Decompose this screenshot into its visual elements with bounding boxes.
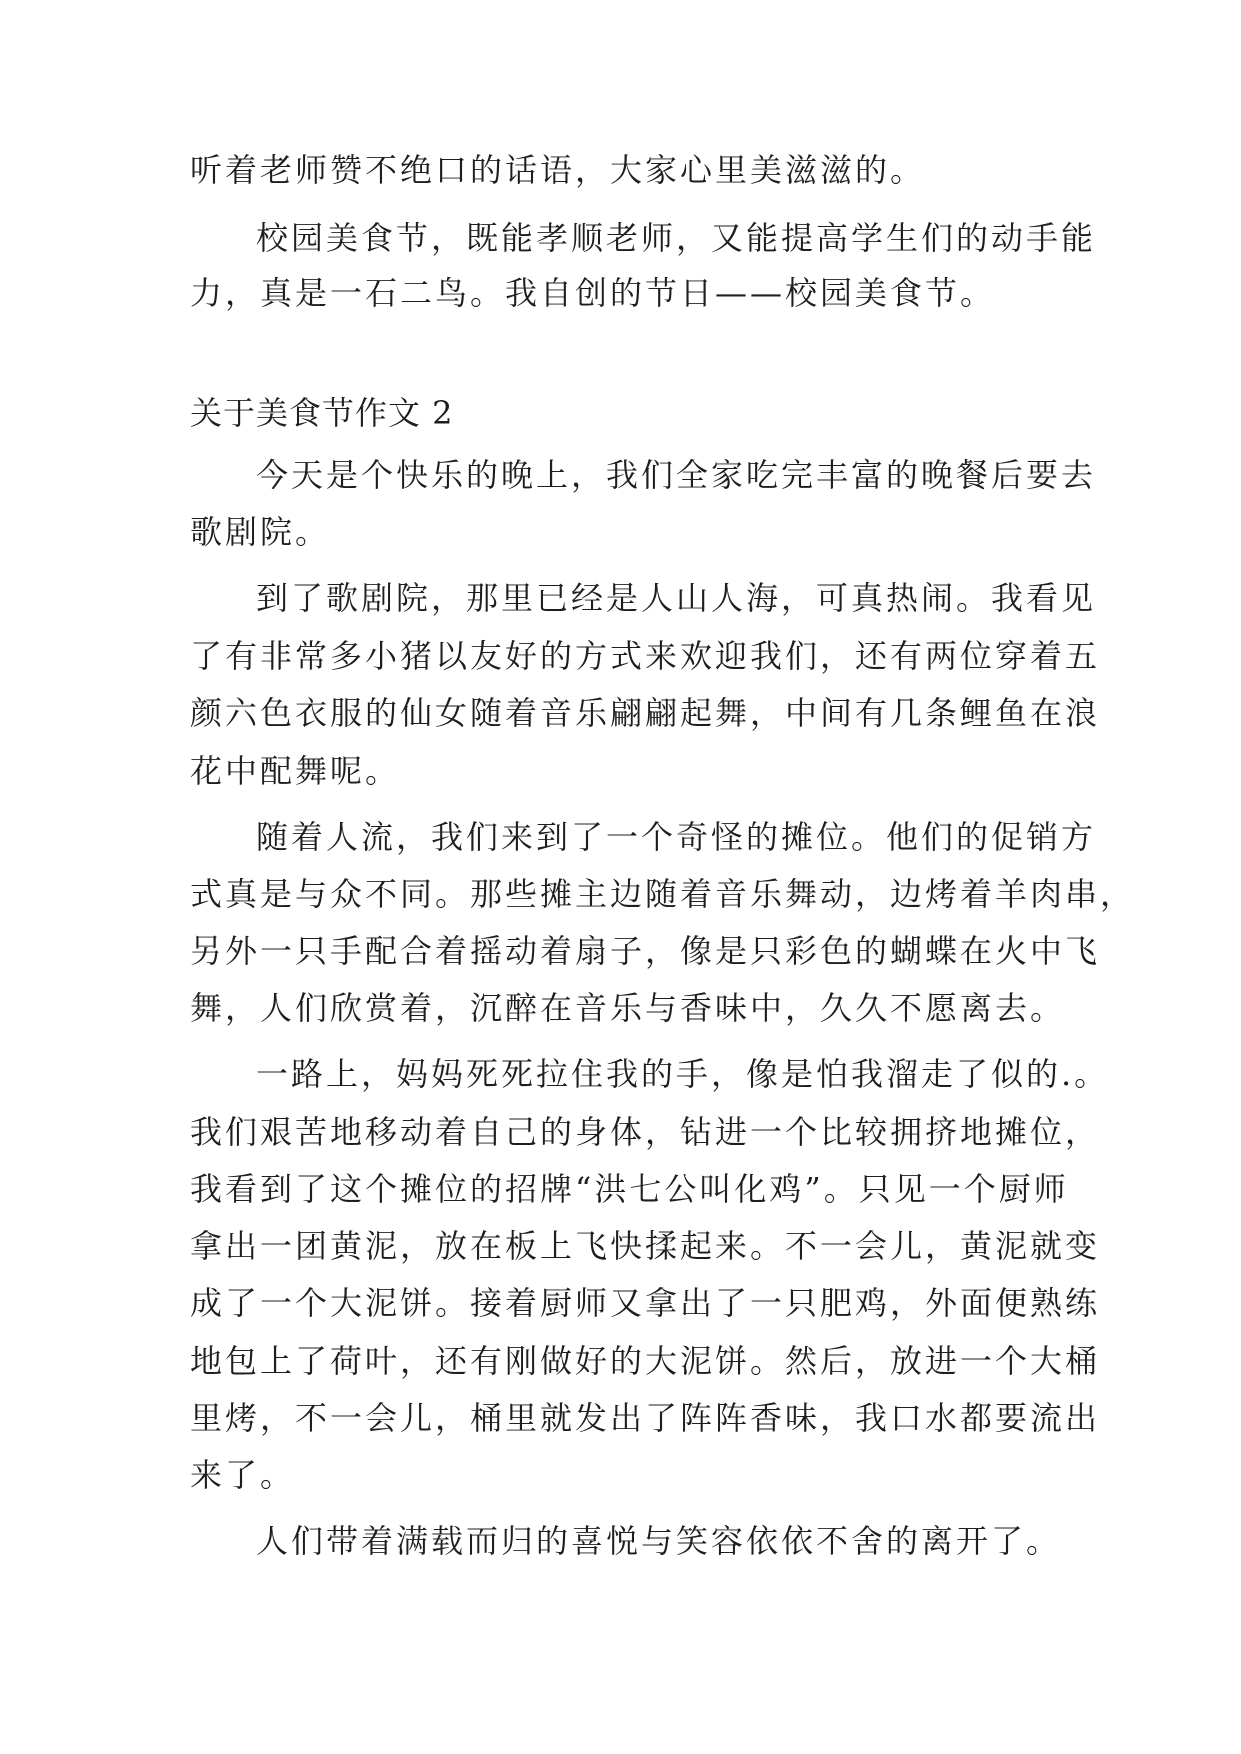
text-line: 花中配舞呢。 [190,752,401,790]
text-line: 拿出一团黄泥，放在板上飞快揉起来。不一会儿，黄泥就变 [190,1227,1101,1265]
text-line: 人们带着满载而归的喜悦与笑容依依不舍的离开了。 [256,1522,1062,1560]
text-line: 了有非常多小猪以友好的方式来欢迎我们，还有两位穿着五 [190,637,1101,675]
section-heading: 关于美食节作文 2 [190,394,454,432]
text-line: 舞，人们欣赏着，沉醉在音乐与香味中，久久不愿离去。 [190,989,1066,1027]
text-line: 颜六色衣服的仙女随着音乐翩翩起舞，中间有几条鲤鱼在浪 [190,694,1101,732]
text-line: 校园美食节，既能孝顺老师，又能提高学生们的动手能 [256,219,1097,257]
text-line: 我看到了这个摊位的招牌“洪七公叫化鸡”。只见一个厨师 [190,1170,1069,1208]
text-line: 力，真是一石二鸟。我自创的节日——校园美食节。 [190,274,996,312]
text-line: 来了。 [190,1456,296,1494]
text-line: 歌剧院。 [190,513,331,551]
text-line: 听着老师赞不绝口的话语，大家心里美滋滋的。 [190,151,926,189]
text-line: 里烤，不一会儿，桶里就发出了阵阵香味，我口水都要流出 [190,1399,1101,1437]
text-line: 到了歌剧院，那里已经是人山人海，可真热闹。我看见 [256,579,1097,617]
text-line: 一路上，妈妈死死拉住我的手，像是怕我溜走了似的.。 [256,1055,1110,1093]
text-line: 随着人流，我们来到了一个奇怪的摊位。他们的促销方 [256,818,1097,856]
text-line: 地包上了荷叶，还有刚做好的大泥饼。然后，放进一个大桶 [190,1342,1101,1380]
text-line: 式真是与众不同。那些摊主边随着音乐舞动，边烤着羊肉串， [190,875,1136,913]
text-line: 今天是个快乐的晚上，我们全家吃完丰富的晚餐后要去 [256,456,1097,494]
text-line: 另外一只手配合着摇动着扇子，像是只彩色的蝴蝶在火中飞 [190,932,1101,970]
text-line: 成了一个大泥饼。接着厨师又拿出了一只肥鸡，外面便熟练 [190,1284,1101,1322]
text-line: 我们艰苦地移动着自己的身体，钻进一个比较拥挤地摊位， [190,1113,1101,1151]
